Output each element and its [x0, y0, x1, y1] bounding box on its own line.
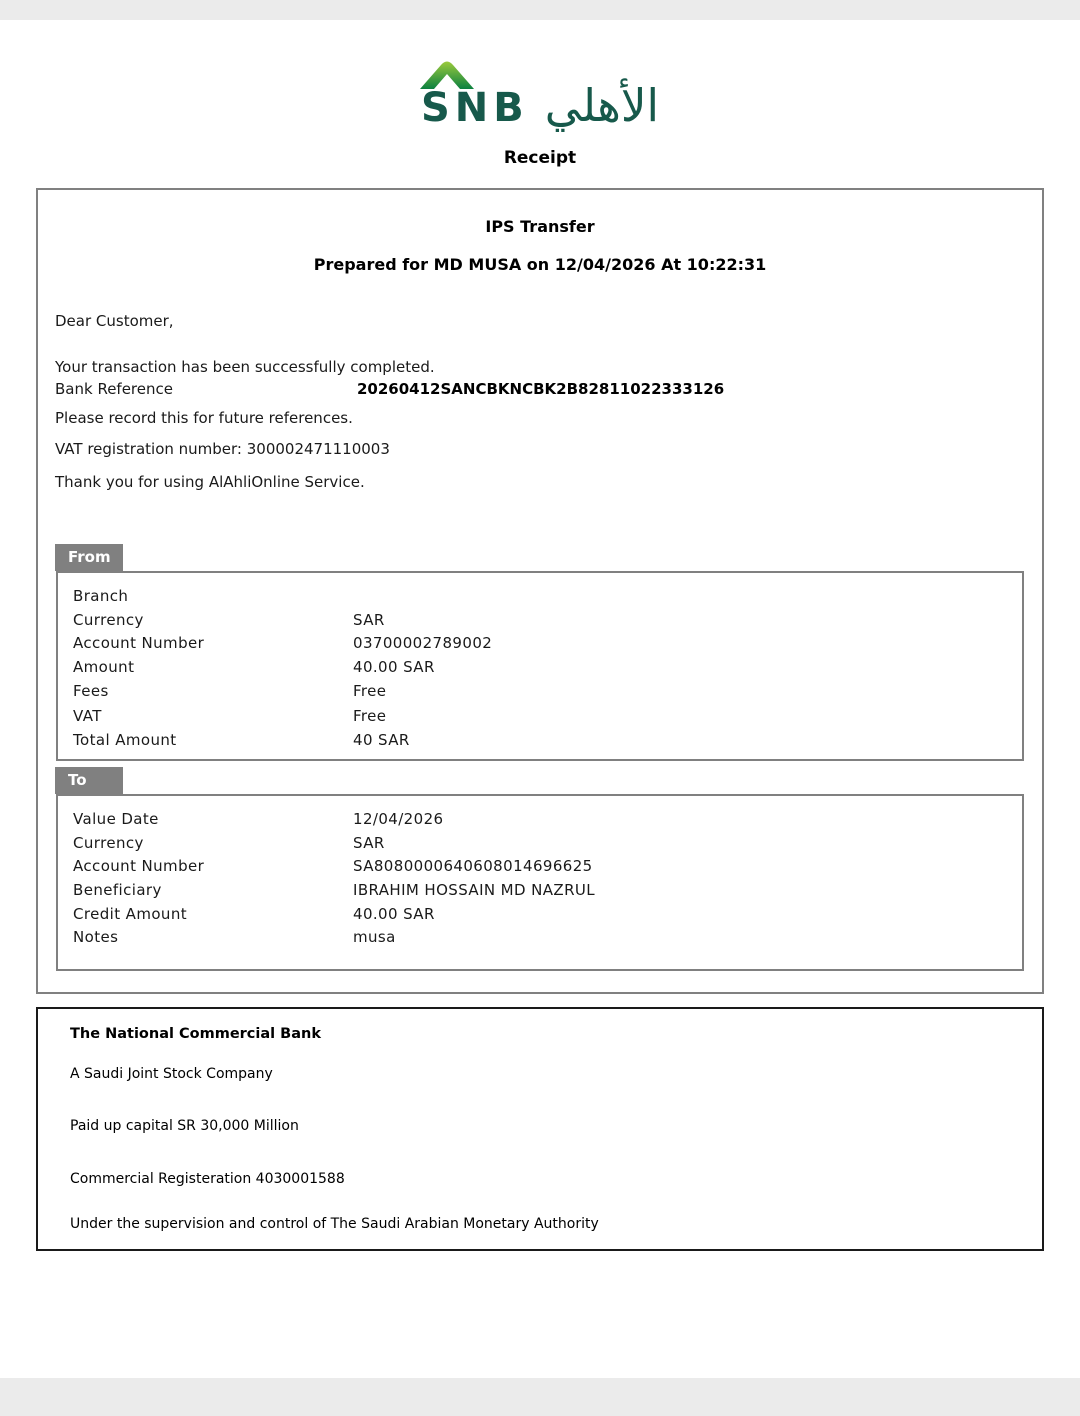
table-row: [73, 878, 1012, 902]
prepared-for-line: Prepared for MD MUSA on 12/04/2026 At 10:22:31: [313, 255, 767, 274]
table-row: [73, 831, 1012, 855]
row-label: Currency: [73, 610, 144, 629]
row-value: SA8080000640608014696625: [353, 857, 593, 876]
row-value: 40.00 SAR: [353, 904, 435, 923]
row-label: Beneficiary: [73, 880, 162, 899]
transfer-type-title: IPS Transfer: [485, 217, 595, 236]
table-row: [73, 679, 1012, 703]
footer-line: Paid up capital SR 30,000 Million: [70, 1118, 299, 1134]
snb-logo-arabic-text: الأهلي: [544, 79, 660, 132]
from-section-tab: From: [55, 544, 123, 571]
page-bottom-strip: [0, 1378, 1080, 1416]
snb-chevron-icon: [420, 61, 474, 89]
record-note: Please record this for future references.: [55, 409, 353, 427]
bank-reference-row: [55, 380, 1025, 399]
table-row: [73, 704, 1012, 728]
row-value: 40.00 SAR: [353, 657, 435, 676]
greeting-text: Dear Customer,: [55, 312, 174, 330]
row-value: 03700002789002: [353, 634, 493, 653]
bank-info-footer-box: [36, 1007, 1044, 1251]
footer-line: Commercial Registeration 4030001588: [70, 1171, 345, 1187]
row-label: Account Number: [73, 634, 205, 653]
footer-line: Under the supervision and control of The Saudi Arabian Monetary Authority: [70, 1216, 599, 1232]
row-value: SAR: [353, 610, 385, 629]
table-row: [73, 925, 1012, 949]
row-value: SAR: [353, 833, 385, 852]
bank-logo: [0, 60, 1080, 136]
table-row: [73, 807, 1012, 831]
row-label: Credit Amount: [73, 904, 188, 923]
row-value: musa: [353, 928, 396, 947]
bank-name: The National Commercial Bank: [70, 1026, 321, 1042]
table-row: [73, 728, 1012, 752]
row-value: 40 SAR: [353, 730, 410, 749]
row-label: Total Amount: [73, 730, 177, 749]
to-section-tab: To: [55, 767, 123, 794]
table-row: [73, 631, 1012, 655]
snb-logo-text: SNB: [421, 88, 529, 128]
row-label: Fees: [73, 681, 109, 700]
bank-reference-value: 20260412SANCBKNCBK2B82811022333126: [357, 380, 725, 398]
footer-line: A Saudi Joint Stock Company: [70, 1066, 273, 1082]
page-top-strip: [0, 0, 1080, 20]
table-row: [73, 584, 1012, 608]
row-label: Branch: [73, 586, 129, 605]
row-label: Amount: [73, 657, 135, 676]
row-label: VAT: [73, 707, 102, 726]
thanks-line: Thank you for using AlAhliOnline Service.: [55, 473, 365, 491]
vat-registration-line: VAT registration number: 300002471110003: [55, 440, 390, 458]
to-details-box: [56, 794, 1024, 971]
row-label: Notes: [73, 928, 119, 947]
table-row: [73, 655, 1012, 679]
success-message: Your transaction has been successfully completed.: [55, 358, 435, 376]
row-value: 12/04/2026: [353, 809, 444, 828]
row-label: Value Date: [73, 809, 159, 828]
row-label: Currency: [73, 833, 144, 852]
table-row: [73, 902, 1012, 926]
snb-logo: [421, 60, 659, 136]
bank-reference-label: Bank Reference: [55, 380, 173, 398]
receipt-main-box: [36, 188, 1044, 994]
page-title: Receipt: [503, 148, 577, 168]
from-details-box: [56, 571, 1024, 761]
row-value: Free: [353, 681, 387, 700]
table-row: [73, 608, 1012, 632]
row-label: Account Number: [73, 857, 205, 876]
row-value: IBRAHIM HOSSAIN MD NAZRUL: [353, 880, 596, 899]
row-value: Free: [353, 707, 387, 726]
table-row: [73, 854, 1012, 878]
